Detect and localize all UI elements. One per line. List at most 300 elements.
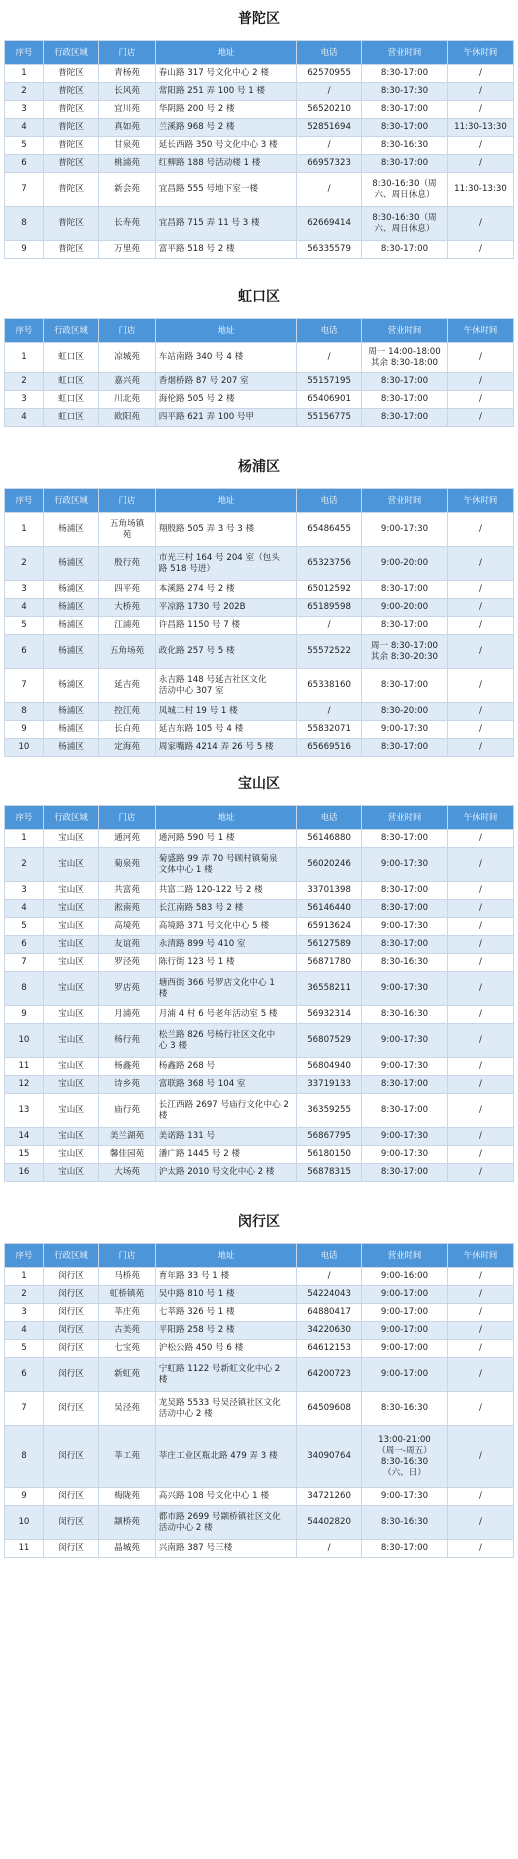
hours-cell: 8:30-17:00 [361,1076,447,1094]
store-name: 桃浦苑 [99,155,156,173]
district-cell: 闵行区 [43,1488,98,1506]
address-cell: 莘庄工业区瓶北路 479 弄 3 楼 [155,1426,296,1488]
row-index: 7 [5,1392,44,1426]
district-cell: 宝山区 [43,1146,98,1164]
row-index: 5 [5,1340,44,1358]
district-cell: 普陀区 [43,173,98,207]
district-cell: 杨浦区 [43,739,98,757]
address-cell: 许昌路 1150 号 7 楼 [155,617,296,635]
address-cell: 平阳路 258 号 2 楼 [155,1322,296,1340]
store-name: 月浦苑 [99,1006,156,1024]
hours-cell: 9:00-17:30 [361,1058,447,1076]
hours-cell: 9:00-20:00 [361,599,447,617]
lunch-break-cell: / [447,1076,513,1094]
lunch-break-cell: / [447,409,513,427]
column-header: 序号 [5,41,44,65]
row-index: 11 [5,1058,44,1076]
lunch-break-cell: / [447,1340,513,1358]
table-row [5,1094,514,1128]
lunch-break-cell: / [447,513,513,547]
store-name: 宜川苑 [99,101,156,119]
address-cell: 政化路 257 号 5 楼 [155,635,296,669]
district-cell: 杨浦区 [43,635,98,669]
hours-cell: 8:30-17:00 [361,739,447,757]
district-cell: 普陀区 [43,101,98,119]
district-cell: 普陀区 [43,65,98,83]
hours-cell: 9:00-17:00 [361,1340,447,1358]
hours-cell: 9:00-17:30 [361,1146,447,1164]
hours-cell: 8:30-17:00 [361,882,447,900]
lunch-break-cell: / [447,1006,513,1024]
phone-cell: / [297,343,362,373]
hours-cell: 8:30-17:00 [361,1164,447,1182]
table-row [5,739,514,757]
lunch-break-cell: / [447,1058,513,1076]
row-index: 9 [5,241,44,259]
row-index: 10 [5,1024,44,1058]
address-cell: 美诺路 131 号 [155,1128,296,1146]
address-cell: 通河路 590 号 1 楼 [155,830,296,848]
row-index: 10 [5,1506,44,1540]
address-cell: 海伦路 505 号 2 楼 [155,391,296,409]
table-row [5,1058,514,1076]
store-table-yangpu [4,488,514,757]
column-header: 门店 [99,41,156,65]
row-index: 3 [5,581,44,599]
address-cell: 潘广路 1445 号 2 楼 [155,1146,296,1164]
column-header: 行政区域 [43,489,98,513]
phone-cell: 34090764 [297,1426,362,1488]
district-cell: 宝山区 [43,1164,98,1182]
row-index: 9 [5,1006,44,1024]
column-header: 营业时间 [361,41,447,65]
hours-cell: 9:00-17:30 [361,1128,447,1146]
address-cell: 富平路 518 号 2 楼 [155,241,296,259]
hours-cell: 8:30-16:30 [361,1506,447,1540]
store-table-minhang [4,1243,514,1558]
table-row [5,918,514,936]
lunch-break-cell: / [447,1268,513,1286]
district-cell: 宝山区 [43,848,98,882]
table-row [5,1426,514,1488]
hours-cell: 9:00-17:00 [361,1304,447,1322]
column-header: 地址 [155,41,296,65]
store-name: 罗店苑 [99,972,156,1006]
table-row [5,1268,514,1286]
phone-cell: 56127589 [297,936,362,954]
row-index: 14 [5,1128,44,1146]
district-cell: 宝山区 [43,1006,98,1024]
phone-cell: 64509608 [297,1392,362,1426]
phone-cell: 33719133 [297,1076,362,1094]
row-index: 1 [5,1268,44,1286]
row-index: 15 [5,1146,44,1164]
table-header-row [5,319,514,343]
district-cell: 虹口区 [43,343,98,373]
phone-cell: / [297,137,362,155]
lunch-break-cell: / [447,721,513,739]
store-name: 颛桥苑 [99,1506,156,1540]
column-header: 行政区域 [43,319,98,343]
store-name: 菊泉苑 [99,848,156,882]
address-cell: 宜昌路 555 号地下室一楼 [155,173,296,207]
hours-cell: 8:30-17:00 [361,936,447,954]
lunch-break-cell: / [447,848,513,882]
district-cell: 杨浦区 [43,599,98,617]
district-cell: 普陀区 [43,137,98,155]
address-cell: 高境路 371 号文化中心 5 楼 [155,918,296,936]
district-cell: 虹口区 [43,409,98,427]
table-row [5,721,514,739]
row-index: 16 [5,1164,44,1182]
address-cell: 周家嘴路 4214 弄 26 号 5 楼 [155,739,296,757]
address-cell: 红柳路 188 号活动楼 1 楼 [155,155,296,173]
table-row [5,1006,514,1024]
hours-cell: 8:30-17:00 [361,830,447,848]
phone-cell: / [297,1540,362,1558]
row-index: 9 [5,1488,44,1506]
address-cell: 沪松公路 450 号 6 楼 [155,1340,296,1358]
hours-cell: 8:30-17:00 [361,581,447,599]
hours-cell: 9:00-17:30 [361,918,447,936]
address-cell: 塘西街 366 号罗店文化中心 1 楼 [155,972,296,1006]
store-name: 青杨苑 [99,65,156,83]
table-row [5,241,514,259]
table-row [5,1286,514,1304]
address-cell: 月浦 4 村 6 号老年活动室 5 楼 [155,1006,296,1024]
address-cell: 凤城二村 19 号 1 楼 [155,703,296,721]
store-name: 虹桥镇苑 [99,1286,156,1304]
district-cell: 宝山区 [43,1128,98,1146]
store-name: 诗乡苑 [99,1076,156,1094]
column-header: 门店 [99,489,156,513]
hours-cell: 周一 8:30-17:00 其余 8:30-20:30 [361,635,447,669]
store-name: 莘工苑 [99,1426,156,1488]
address-cell: 延长西路 350 号文化中心 3 楼 [155,137,296,155]
row-index: 1 [5,343,44,373]
district-cell: 杨浦区 [43,669,98,703]
store-name: 新会苑 [99,173,156,207]
table-row [5,373,514,391]
store-name: 长寿苑 [99,207,156,241]
row-index: 3 [5,101,44,119]
district-cell: 杨浦区 [43,547,98,581]
row-index: 2 [5,547,44,581]
column-header: 电话 [297,319,362,343]
district-cell: 闵行区 [43,1392,98,1426]
table-row [5,391,514,409]
address-cell: 高兴路 108 号文化中心 1 楼 [155,1488,296,1506]
row-index: 10 [5,739,44,757]
district-cell: 闵行区 [43,1322,98,1340]
store-name: 吴泾苑 [99,1392,156,1426]
table-row [5,599,514,617]
column-header: 午休时间 [447,489,513,513]
store-name: 马桥苑 [99,1268,156,1286]
lunch-break-cell: / [447,599,513,617]
district-cell: 普陀区 [43,83,98,101]
lunch-break-cell: / [447,1426,513,1488]
hours-cell: 8:30-16:30 [361,954,447,972]
address-cell: 长江西路 2697 号庙行文化中心 2 楼 [155,1094,296,1128]
table-row [5,1076,514,1094]
hours-cell: 9:00-17:00 [361,1286,447,1304]
lunch-break-cell: / [447,918,513,936]
lunch-break-cell: / [447,669,513,703]
lunch-break-cell: / [447,972,513,1006]
lunch-break-cell: / [447,617,513,635]
district-cell: 宝山区 [43,1058,98,1076]
table-header-row [5,489,514,513]
address-cell: 龙吴路 5533 号吴泾镇社区文化 活动中心 2 楼 [155,1392,296,1426]
phone-cell: 64880417 [297,1304,362,1322]
hours-cell: 8:30-16:30（周 六、周日休息） [361,207,447,241]
row-index: 6 [5,635,44,669]
phone-cell: 64612153 [297,1340,362,1358]
table-row [5,936,514,954]
table-header-row [5,1244,514,1268]
lunch-break-cell: 11:30-13:30 [447,173,513,207]
table-row [5,617,514,635]
phone-cell: 56932314 [297,1006,362,1024]
district-cell: 闵行区 [43,1340,98,1358]
phone-cell: 55832071 [297,721,362,739]
row-index: 1 [5,65,44,83]
hours-cell: 8:30-20:00 [361,703,447,721]
column-header: 地址 [155,489,296,513]
district-cell: 杨浦区 [43,513,98,547]
district-cell: 虹口区 [43,373,98,391]
column-header: 电话 [297,1244,362,1268]
address-cell: 永清路 899 号 410 室 [155,936,296,954]
hours-cell: 8:30-17:00 [361,391,447,409]
address-cell: 松兰路 826 号杨行社区文化中 心 3 楼 [155,1024,296,1058]
phone-cell: 56804940 [297,1058,362,1076]
column-header: 地址 [155,1244,296,1268]
row-index: 8 [5,207,44,241]
address-cell: 菊盛路 99 弄 70 号顾村镇菊泉 文体中心 1 楼 [155,848,296,882]
store-name: 真如苑 [99,119,156,137]
phone-cell: 56807529 [297,1024,362,1058]
address-cell: 富联路 368 号 104 室 [155,1076,296,1094]
hours-cell: 9:00-17:30 [361,848,447,882]
phone-cell: 65913624 [297,918,362,936]
store-table-baoshan [4,805,514,1182]
store-name: 殷行苑 [99,547,156,581]
district-cell: 闵行区 [43,1506,98,1540]
district-cell: 闵行区 [43,1540,98,1558]
address-cell: 沪太路 2010 号文化中心 2 楼 [155,1164,296,1182]
lunch-break-cell: / [447,1164,513,1182]
address-cell: 宜昌路 715 弄 11 号 3 楼 [155,207,296,241]
table-row [5,1488,514,1506]
phone-cell: 36558211 [297,972,362,1006]
table-row [5,1304,514,1322]
store-name: 通河苑 [99,830,156,848]
row-index: 3 [5,391,44,409]
address-cell: 四平路 621 弄 100 号甲 [155,409,296,427]
column-header: 地址 [155,319,296,343]
store-name: 莘庄苑 [99,1304,156,1322]
lunch-break-cell: / [447,739,513,757]
column-header: 行政区域 [43,1244,98,1268]
store-name: 共富苑 [99,882,156,900]
lunch-break-cell: / [447,882,513,900]
hours-cell: 8:30-17:00 [361,900,447,918]
lunch-break-cell: / [447,1146,513,1164]
table-row [5,547,514,581]
address-cell: 车站南路 340 号 4 楼 [155,343,296,373]
lunch-break-cell: / [447,137,513,155]
store-name: 杨鑫苑 [99,1058,156,1076]
lunch-break-cell: / [447,830,513,848]
phone-cell: 56146440 [297,900,362,918]
address-cell: 兴南路 387 号三楼 [155,1540,296,1558]
store-name: 友谊苑 [99,936,156,954]
address-cell: 兰溪路 968 号 2 楼 [155,119,296,137]
district-cell: 杨浦区 [43,617,98,635]
row-index: 6 [5,936,44,954]
row-index: 5 [5,918,44,936]
phone-cell: 56520210 [297,101,362,119]
district-cell: 宝山区 [43,972,98,1006]
address-cell: 陈行街 123 号 1 楼 [155,954,296,972]
district-cell: 普陀区 [43,155,98,173]
hours-cell: 8:30-17:00 [361,1540,447,1558]
store-name: 馨佳园苑 [99,1146,156,1164]
store-name: 古美苑 [99,1322,156,1340]
phone-cell: / [297,1268,362,1286]
table-row [5,1358,514,1392]
table-row [5,1128,514,1146]
hours-cell: 8:30-17:00 [361,101,447,119]
lunch-break-cell: / [447,1128,513,1146]
table-row [5,900,514,918]
hours-cell: 13:00-21:00 （周一-周五） 8:30-16:30 （六、日） [361,1426,447,1488]
lunch-break-cell: / [447,635,513,669]
phone-cell: / [297,617,362,635]
column-header: 午休时间 [447,1244,513,1268]
lunch-break-cell: / [447,1392,513,1426]
store-name: 五角场镇 苑 [99,513,156,547]
hours-cell: 8:30-17:00 [361,119,447,137]
phone-cell: 56335579 [297,241,362,259]
hours-cell: 8:30-16:30 [361,1392,447,1426]
lunch-break-cell: / [447,65,513,83]
store-name: 梅陇苑 [99,1488,156,1506]
table-row [5,119,514,137]
store-name: 控江苑 [99,703,156,721]
phone-cell: 54224043 [297,1286,362,1304]
table-header-row [5,41,514,65]
table-row [5,1340,514,1358]
hours-cell: 9:00-17:30 [361,972,447,1006]
store-name: 欧阳苑 [99,409,156,427]
column-header: 门店 [99,1244,156,1268]
address-cell: 宁虹路 1122 号新虹文化中心 2 楼 [155,1358,296,1392]
lunch-break-cell: / [447,83,513,101]
table-row [5,1164,514,1182]
row-index: 6 [5,1358,44,1392]
district-cell: 闵行区 [43,1268,98,1286]
lunch-break-cell: / [447,391,513,409]
row-index: 2 [5,83,44,101]
phone-cell: 56020246 [297,848,362,882]
table-row [5,635,514,669]
table-row [5,1024,514,1058]
store-name: 万里苑 [99,241,156,259]
district-cell: 宝山区 [43,1024,98,1058]
hours-cell: 8:30-17:00 [361,669,447,703]
hours-cell: 9:00-17:00 [361,1322,447,1340]
table-row [5,83,514,101]
lunch-break-cell: / [447,581,513,599]
address-cell: 市光三村 164 号 204 室（包头 路 518 号进） [155,547,296,581]
row-index: 7 [5,954,44,972]
phone-cell: 62570955 [297,65,362,83]
table-row [5,207,514,241]
address-cell: 育年路 33 号 1 楼 [155,1268,296,1286]
address-cell: 平凉路 1730 号 202B [155,599,296,617]
section-title-minhang: 闵行区 [238,1214,280,1230]
lunch-break-cell: 11:30-13:30 [447,119,513,137]
address-cell: 永吉路 148 号延吉社区文化 活动中心 307 室 [155,669,296,703]
address-cell: 香烟桥路 87 号 207 室 [155,373,296,391]
lunch-break-cell: / [447,936,513,954]
table-row [5,669,514,703]
hours-cell: 9:00-20:00 [361,547,447,581]
lunch-break-cell: / [447,373,513,391]
table-row [5,581,514,599]
lunch-break-cell: / [447,954,513,972]
hours-cell: 8:30-17:00 [361,241,447,259]
hours-cell: 8:30-16:30（周 六、周日休息） [361,173,447,207]
row-index: 4 [5,119,44,137]
hours-cell: 8:30-16:30 [361,137,447,155]
row-index: 2 [5,373,44,391]
district-cell: 虹口区 [43,391,98,409]
hours-cell: 9:00-16:00 [361,1268,447,1286]
phone-cell: 66957323 [297,155,362,173]
lunch-break-cell: / [447,1286,513,1304]
column-header: 序号 [5,1244,44,1268]
column-header: 营业时间 [361,1244,447,1268]
row-index: 9 [5,721,44,739]
phone-cell: 62669414 [297,207,362,241]
hours-cell: 9:00-17:30 [361,1024,447,1058]
address-cell: 常阳路 251 弄 100 号 1 楼 [155,83,296,101]
table-row [5,409,514,427]
store-name: 甘泉苑 [99,137,156,155]
store-name: 定海苑 [99,739,156,757]
store-name: 罗泾苑 [99,954,156,972]
table-row [5,954,514,972]
section-title-yangpu: 杨浦区 [238,459,280,475]
address-cell: 杨鑫路 268 号 [155,1058,296,1076]
phone-cell: 55157195 [297,373,362,391]
district-cell: 宝山区 [43,1094,98,1128]
district-cell: 宝山区 [43,882,98,900]
phone-cell: 56867795 [297,1128,362,1146]
phone-cell: 34721260 [297,1488,362,1506]
phone-cell: 56871780 [297,954,362,972]
hours-cell: 8:30-17:00 [361,373,447,391]
store-name: 高境苑 [99,918,156,936]
row-index: 8 [5,703,44,721]
lunch-break-cell: / [447,1322,513,1340]
district-cell: 闵行区 [43,1358,98,1392]
store-name: 凉城苑 [99,343,156,373]
